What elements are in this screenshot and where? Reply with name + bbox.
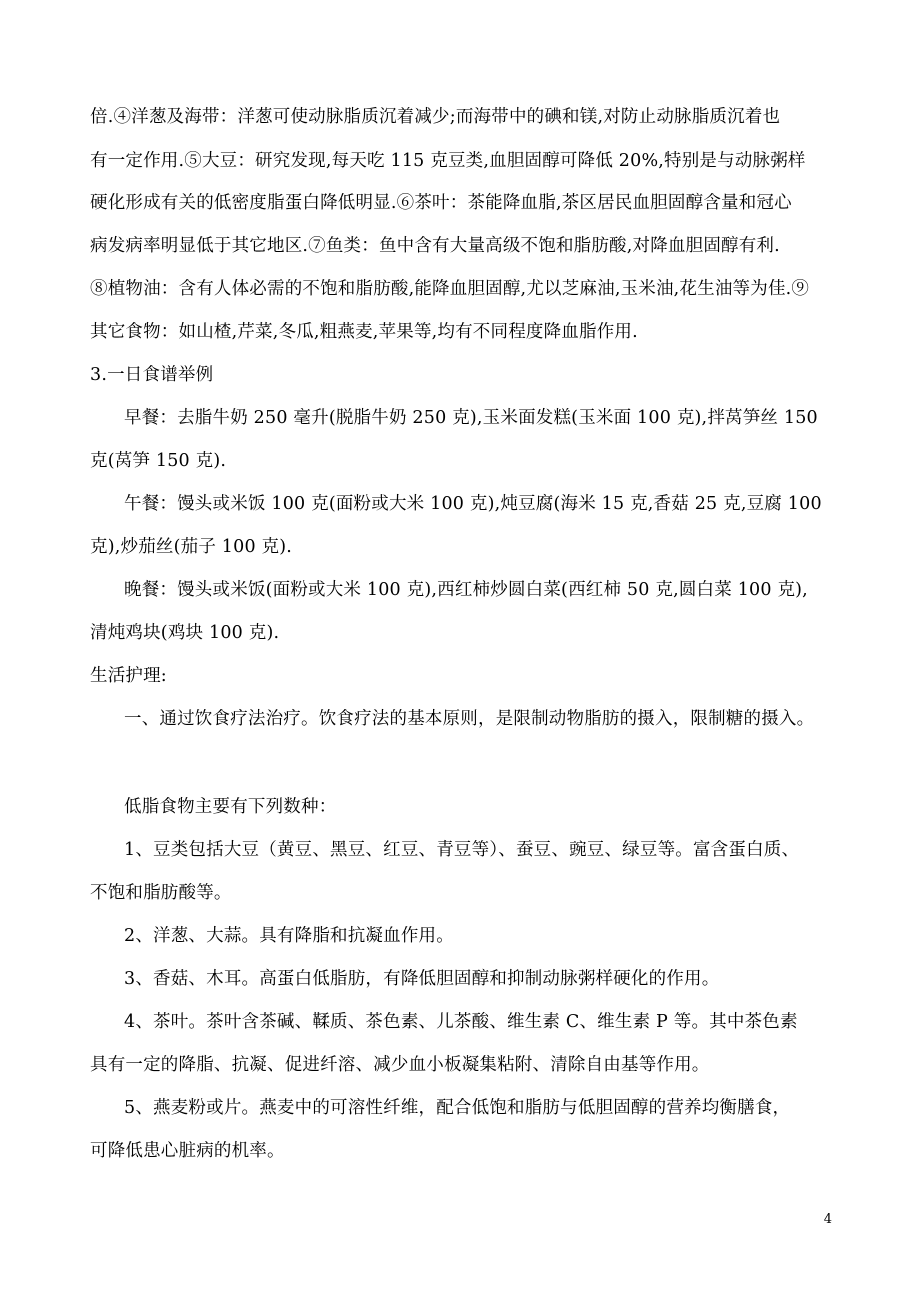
list-item: 2、洋葱、大蒜。具有降脂和抗凝血作用。	[124, 926, 454, 946]
list-item: 不饱和脂肪酸等。	[90, 883, 232, 903]
text-line: 病发病率明显低于其它地区.⑦鱼类：鱼中含有大量高级不饱和脂肪酸,对降血胆固醇有利.	[90, 236, 780, 256]
text-line: ⑧植物油：含有人体必需的不饱和脂肪酸,能降血胆固醇,尤以芝麻油,玉米油,花生油等为佳.⑨	[90, 279, 810, 299]
dinner-line: 清炖鸡块(鸡块 100 克).	[90, 623, 280, 643]
lunch-line: 午餐：馒头或米饭 100 克(面粉或大米 100 克),炖豆腐(海米 15 克,香菇 25 克,豆腐 100	[124, 494, 822, 514]
text-line: 其它食物：如山楂,芹菜,冬瓜,粗燕麦,苹果等,均有不同程度降血脂作用.	[90, 322, 638, 342]
text-line: 有一定作用.⑤大豆：研究发现,每天吃 115 克豆类,血胆固醇可降低 20%,特别是与动脉粥样	[90, 151, 806, 171]
list-item: 5、燕麦粉或片。燕麦中的可溶性纤维，配合低饱和脂肪与低胆固醇的营养均衡膳食，	[124, 1098, 791, 1118]
breakfast-line: 早餐：去脂牛奶 250 毫升(脱脂牛奶 250 克),玉米面发糕(玉米面 100 克),拌莴笋丝 150	[124, 408, 818, 428]
breakfast-line: 克(莴笋 150 克).	[90, 451, 227, 471]
section-title: 3.一日食谱举例	[90, 365, 214, 385]
text-line: 硬化形成有关的低密度脂蛋白降低明显.⑥茶叶：茶能降血脂,茶区居民血胆固醇含量和冠心	[90, 193, 792, 213]
page-number: 4	[823, 1212, 832, 1227]
life-care-principle: 一、通过饮食疗法治疗。饮食疗法的基本原则，是限制动物脂肪的摄入，限制糖的摄入。	[124, 709, 815, 729]
list-item: 1、豆类包括大豆（黄豆、黑豆、红豆、青豆等）、蚕豆、豌豆、绿豆等。富含蛋白质、	[124, 840, 800, 860]
list-item: 4、茶叶。茶叶含茶碱、鞣质、茶色素、儿茶酸、维生素 C、维生素 P 等。其中茶色素	[124, 1012, 798, 1032]
dinner-line: 晚餐：馒头或米饭(面粉或大米 100 克),西红柿炒圆白菜(西红柿 50 克,圆白菜 100 克),	[124, 580, 808, 600]
list-item: 可降低患心脏病的机率。	[90, 1141, 285, 1161]
life-care-title: 生活护理:	[90, 666, 167, 686]
list-item: 具有一定的降脂、抗凝、促进纤溶、减少血小板凝集粘附、清除自由基等作用。	[90, 1055, 710, 1075]
text-line: 倍.④洋葱及海带：洋葱可使动脉脂质沉着减少;而海带中的碘和镁,对防止动脉脂质沉着也	[90, 107, 781, 127]
low-fat-intro: 低脂食物主要有下列数种：	[124, 797, 337, 817]
list-item: 3、香菇、木耳。高蛋白低脂肪，有降低胆固醇和抑制动脉粥样硬化的作用。	[124, 969, 720, 989]
lunch-line: 克),炒茄丝(茄子 100 克).	[90, 537, 293, 557]
